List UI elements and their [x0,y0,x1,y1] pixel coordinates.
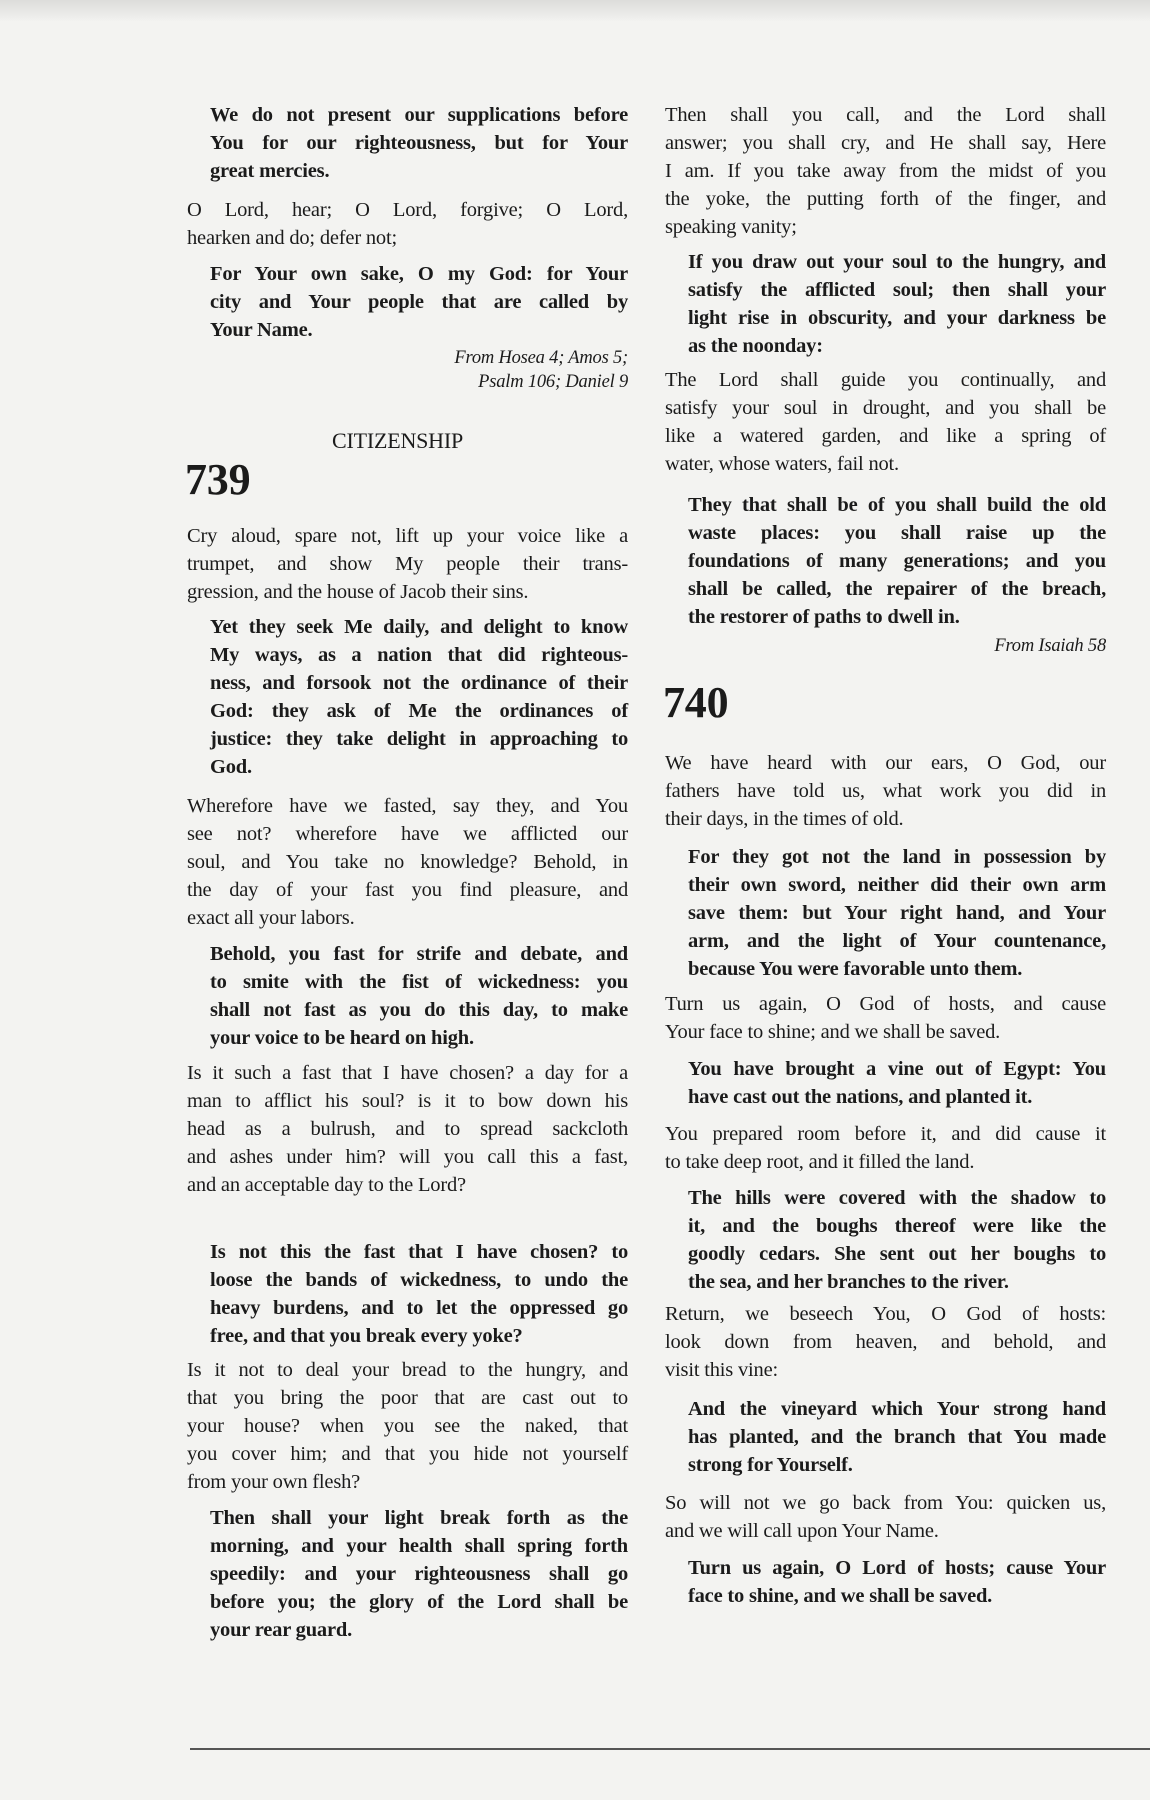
text-line: great mercies. [210,160,330,182]
text-line: you cover him; and that you hide not yourself [187,1443,628,1465]
text-line: You have brought a vine out of Egypt: You [688,1058,1106,1080]
text-line: to take deep root, and it filled the land. [665,1151,975,1173]
text-line: For they got not the land in possession by [688,846,1106,868]
leader-reading [187,522,628,606]
congregation-response [688,1554,1106,1610]
text-line: shall not fast as you do this day, to make [210,999,628,1021]
congregation-response [210,613,628,781]
text-line: like a watered garden, and like a spring of [665,425,1106,447]
scripture-attribution [187,346,628,394]
text-line: We have heard with our ears, O God, our [665,752,1106,774]
text-line: If you draw out your soul to the hungry, and [688,251,1106,273]
text-line: Cry aloud, spare not, lift up your voice like a [187,525,628,547]
text-line: justice: they take delight in approaching to [210,728,628,750]
leader-reading [187,792,628,932]
text-line: from your own flesh? [187,1471,361,1493]
text-line: exact all your labors. [187,907,355,929]
text-line: man to afflict his soul? is it to bow down his [187,1090,628,1112]
text-line: I am. If you take away from the midst of you [665,160,1106,182]
text-line: The Lord shall guide you continually, and [665,369,1106,391]
leader-reading [665,1120,1106,1176]
text-line: your rear guard. [210,1619,353,1641]
text-line: We do not present our supplications before [210,104,628,126]
footer-rule [190,1748,1150,1750]
text-line: and an acceptable day to the Lord? [187,1174,466,1196]
congregation-response [688,1184,1106,1296]
leader-reading [665,101,1106,241]
text-line: goodly cedars. She sent out her boughs to [688,1243,1106,1265]
text-line: free, and that you break every yoke? [210,1325,523,1347]
text-line: Your Name. [210,319,313,341]
text-line: arm, and the light of Your countenance, [688,930,1106,952]
text-line: the yoke, the putting forth of the finger, and [665,188,1106,210]
congregation-response [688,491,1106,631]
text-line: answer; you shall cry, and He shall say, Here [665,132,1106,154]
leader-reading [665,366,1106,478]
text-line: morning, and your health shall spring forth [210,1535,628,1557]
congregation-response [210,1238,628,1350]
congregation-response [688,1395,1106,1479]
congregation-response [210,101,628,185]
text-line: You prepared room before it, and did cause it [665,1123,1106,1145]
text-line: shall be called, the repairer of the breach, [688,578,1106,600]
text-line: hearken and do; defer not; [187,227,397,249]
leader-reading [187,1059,628,1199]
text-line: Is not this the fast that I have chosen? to [210,1241,628,1263]
text-line: the sea, and her branches to the river. [688,1271,1009,1293]
text-line: strong for Yourself. [688,1454,853,1476]
congregation-response [210,1504,628,1644]
text-line: Return, we beseech You, O God of hosts: [665,1303,1106,1325]
text-line: water, whose waters, fail not. [665,453,899,475]
congregation-response [688,843,1106,983]
text-line: your house? when you see the naked, that [187,1415,628,1437]
congregation-response [688,1055,1106,1111]
text-line: their days, in the times of old. [665,808,904,830]
text-line: Turn us again, O Lord of hosts; cause Your [688,1557,1106,1579]
text-line: O Lord, hear; O Lord, forgive; O Lord, [187,199,628,221]
reading-number [663,679,728,727]
text-line: The hills were covered with the shadow to [688,1187,1106,1209]
text-line: fathers have told us, what work you did in [665,780,1106,802]
text-line: visit this vine: [665,1359,778,1381]
text-line: as the noonday: [688,335,823,357]
text-line: that you bring the poor that are cast out to [187,1387,628,1409]
section-heading [332,428,463,454]
text-line: speedily: and your righteousness shall go [210,1563,628,1585]
text-line: foundations of many generations; and you [688,550,1106,572]
text-line: CITIZENSHIP [332,428,464,453]
leader-reading [665,749,1106,833]
text-line: Is it such a fast that I have chosen? a day for a [187,1062,628,1084]
text-line: Then shall your light break forth as the [210,1507,628,1529]
text-line: it, and the boughs thereof were like the [688,1215,1106,1237]
text-line: your voice to be heard on high. [210,1027,474,1049]
text-line: You for our righteousness, but for Your [210,132,628,154]
text-line: the day of your fast you find pleasure, and [187,879,628,901]
text-line: and ashes under him? will you call this a fast, [187,1146,628,1168]
text-line: gression, and the house of Jacob their sins. [187,581,529,603]
text-line: Wherefore have we fasted, say they, and You [187,795,628,817]
text-line: From Isaiah 58 [994,636,1106,656]
text-line: 740 [663,678,729,727]
text-line: the restorer of paths to dwell in. [688,606,960,628]
text-line: Turn us again, O God of hosts, and cause [665,993,1106,1015]
text-line: heavy burdens, and to let the oppressed go [210,1297,628,1319]
text-line: For Your own sake, O my God: for Your [210,263,628,285]
text-line: Behold, you fast for strife and debate, and [210,943,628,965]
text-line: save them: but Your right hand, and Your [688,902,1106,924]
text-line: see not? wherefore have we afflicted our [187,823,628,845]
congregation-response [688,248,1106,360]
text-line: before you; the glory of the Lord shall be [210,1591,628,1613]
leader-reading [187,1356,628,1496]
leader-reading [665,1489,1106,1545]
text-line: look down from heaven, and behold, and [665,1331,1106,1353]
text-line: and we will call upon Your Name. [665,1520,939,1542]
page-top-edge [0,0,1150,22]
text-line: light rise in obscurity, and your darkness be [688,307,1106,329]
text-line: waste places: you shall raise up the [688,522,1106,544]
leader-reading [187,196,628,252]
text-line: ness, and forsook not the ordinance of their [210,672,628,694]
text-line: satisfy your soul in drought, and you shall be [665,397,1106,419]
text-line: Is it not to deal your bread to the hungry, and [187,1359,628,1381]
text-line: speaking vanity; [665,216,797,238]
text-line: And the vineyard which Your strong hand [688,1398,1106,1420]
reading-number [185,456,250,504]
text-line: God. [210,756,252,778]
text-line: trumpet, and show My people their trans- [187,553,628,575]
scripture-attribution [665,634,1106,658]
text-line: 739 [185,455,251,504]
text-line: head as a bulrush, and to spread sackcloth [187,1118,628,1140]
text-line: God: they ask of Me the ordinances of [210,700,628,722]
text-line: soul, and You take no knowledge? Behold, in [187,851,628,873]
text-line: satisfy the afflicted soul; then shall your [688,279,1106,301]
text-line: face to shine, and we shall be saved. [688,1585,993,1607]
text-line: My ways, as a nation that did righteous- [210,644,628,666]
text-line: Yet they seek Me daily, and delight to know [210,616,628,638]
text-line: because You were favorable unto them. [688,958,1023,980]
text-line: So will not we go back from You: quicken us, [665,1492,1106,1514]
text-line: to smite with the fist of wickedness: you [210,971,628,993]
text-line: city and Your people that are called by [210,291,628,313]
text-line: Psalm 106; Daniel 9 [478,372,628,392]
text-line: has planted, and the branch that You made [688,1426,1106,1448]
text-line: From Hosea 4; Amos 5; [454,348,628,368]
leader-reading [665,1300,1106,1384]
congregation-response [210,260,628,344]
congregation-response [210,940,628,1052]
text-line: their own sword, neither did their own arm [688,874,1106,896]
text-line: They that shall be of you shall build the old [688,494,1106,516]
text-line: loose the bands of wickedness, to undo the [210,1269,628,1291]
leader-reading [665,990,1106,1046]
text-line: have cast out the nations, and planted it. [688,1086,1033,1108]
text-line: Then shall you call, and the Lord shall [665,104,1106,126]
text-line: Your face to shine; and we shall be saved. [665,1021,1001,1043]
